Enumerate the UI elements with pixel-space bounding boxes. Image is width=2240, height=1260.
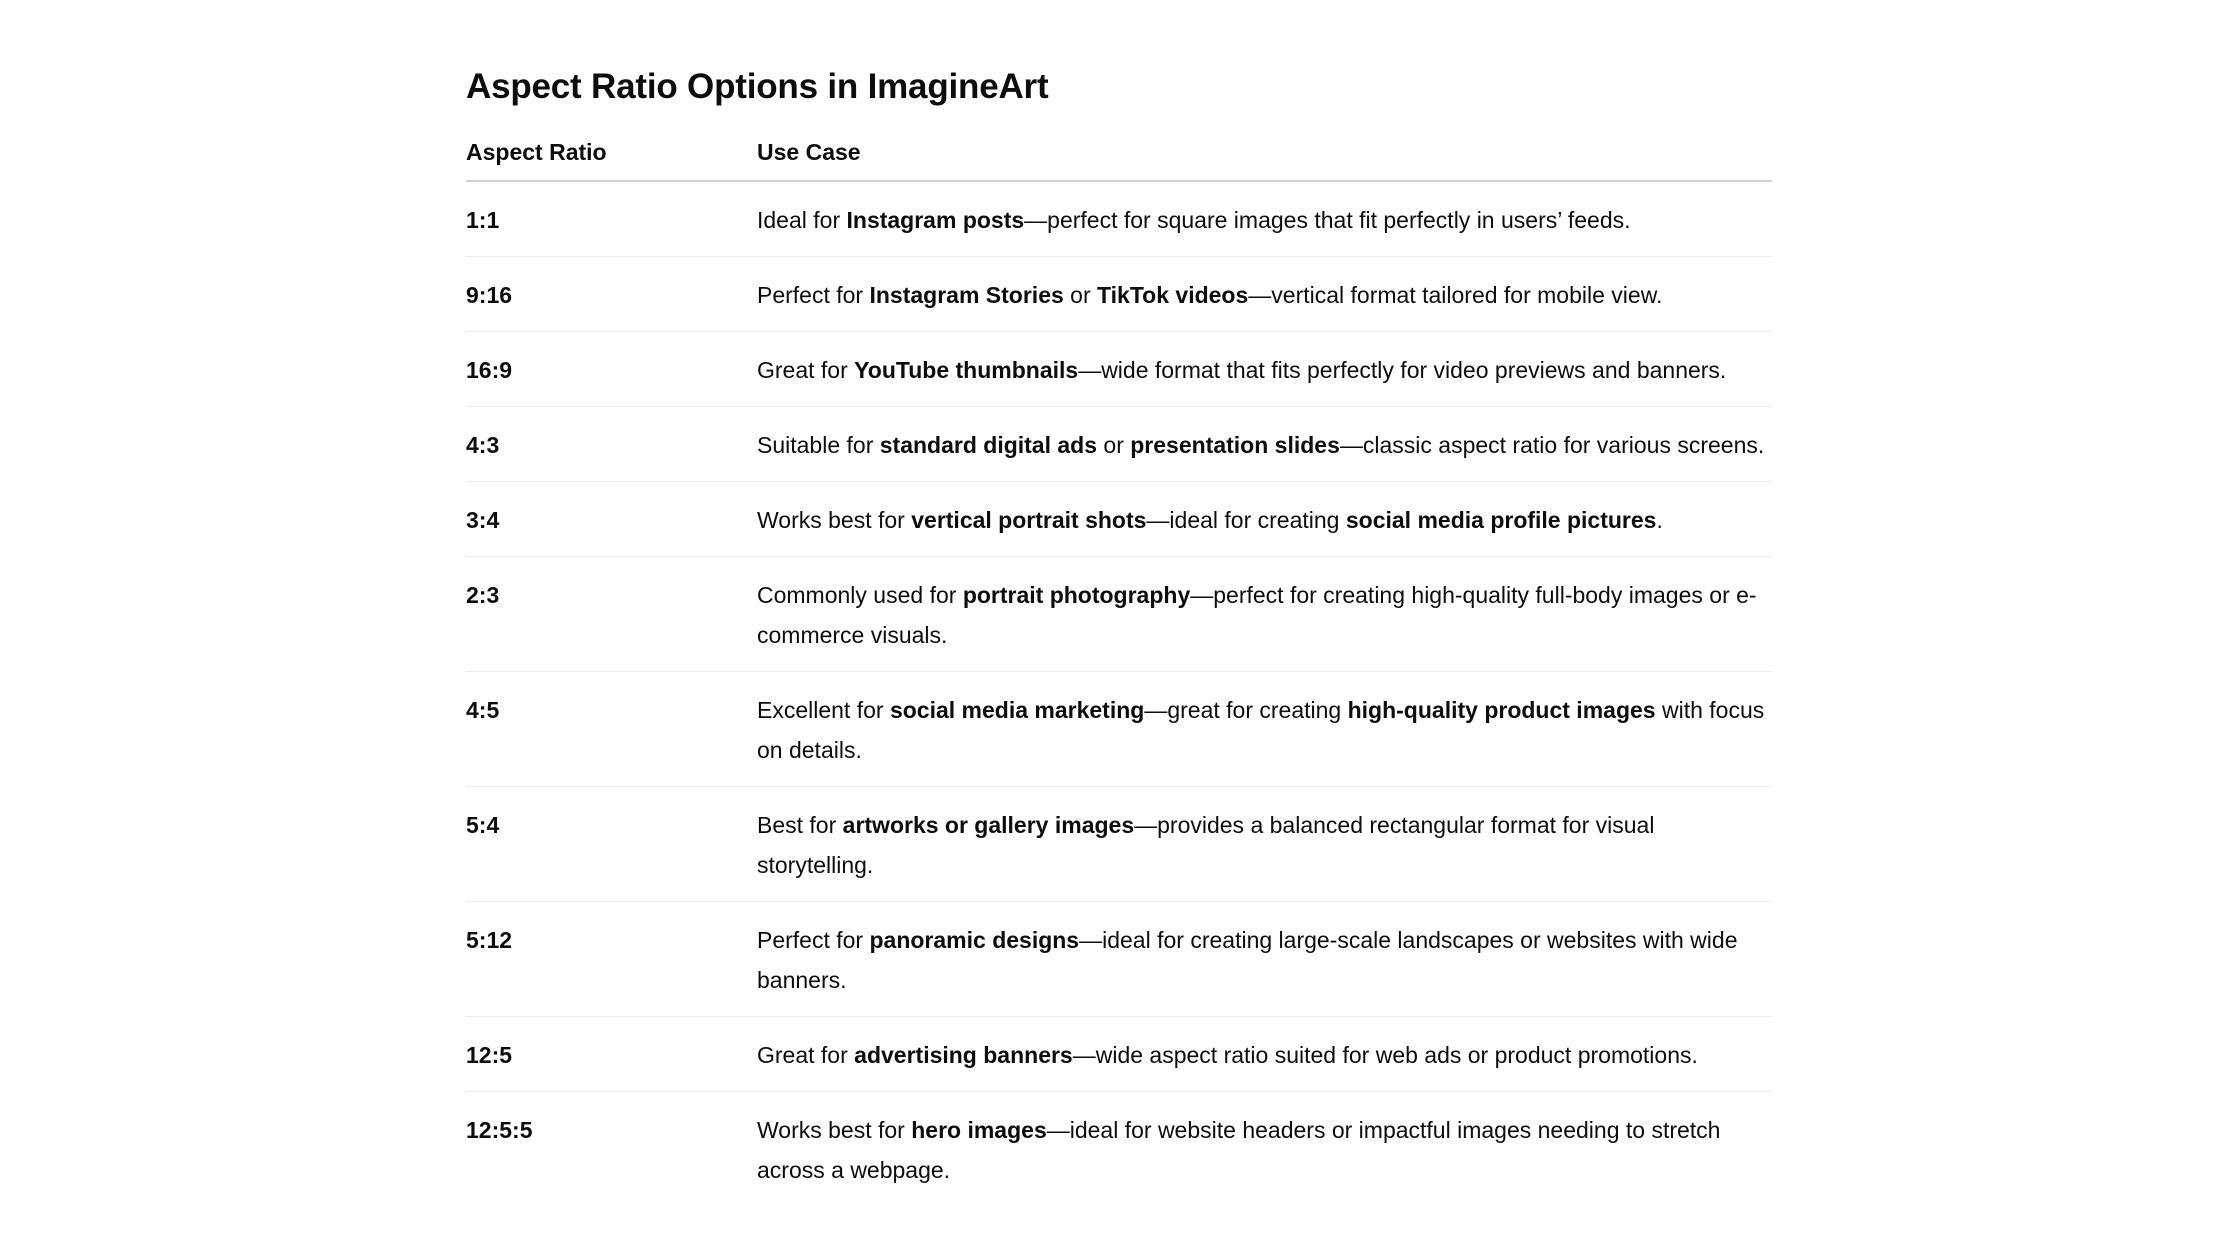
aspect-ratio-cell: 5:12 [466,902,757,1017]
use-case-text: Suitable for [757,432,880,458]
use-case-highlight: standard digital ads [879,432,1098,458]
header-aspect-ratio: Aspect Ratio [466,128,757,181]
use-case-text: Excellent for [757,697,890,723]
use-case-text: Works best for [757,507,912,533]
table-header [466,128,1772,181]
table-row [466,257,1772,332]
table-body [466,181,1772,1206]
aspect-ratio-cell: 9:16 [466,257,757,332]
use-case-text: —great for creating [1144,697,1348,723]
use-case-text: —classic aspect ratio for various screens. [1339,432,1765,458]
use-case-text: with focus on details. [757,697,1765,763]
table-row [466,787,1772,902]
use-case-cell [757,257,1772,332]
aspect-ratio-table [466,128,1772,1206]
use-case-text: —ideal for creating large-scale landscapes or websites with wide banners. [757,927,1738,993]
use-case-highlight: social media profile pictures [1345,507,1657,533]
use-case-highlight: social media marketing [889,697,1145,723]
use-case-highlight: artworks or gallery images [842,812,1135,838]
use-case-highlight: presentation slides [1130,432,1340,458]
use-case-highlight: hero images [911,1117,1047,1143]
use-case-text: or [1097,432,1131,458]
use-case-text: —ideal for website headers or impactful images needing to stretch across a webpage. [757,1117,1721,1183]
use-case-text: —provides a balanced rectangular format for visual storytelling. [757,812,1655,878]
table-header-row [466,128,1772,181]
aspect-ratio-cell: 5:4 [466,787,757,902]
use-case-text: —perfect for creating high-quality full-body images or e-commerce visuals. [757,582,1757,648]
use-case-text: Perfect for [757,282,870,308]
page-title: Aspect Ratio Options in ImagineArt [466,67,1049,106]
header-use-case: Use Case [757,128,1772,181]
table-row [466,181,1772,257]
use-case-highlight: panoramic designs [869,927,1080,953]
use-case-highlight: portrait photography [962,582,1191,608]
aspect-ratio-cell: 16:9 [466,332,757,407]
use-case-text: —vertical format tailored for mobile view. [1248,282,1663,308]
use-case-text: Perfect for [757,927,870,953]
use-case-text: Best for [757,812,843,838]
use-case-text: —wide format that fits perfectly for video previews and banners. [1078,357,1727,383]
use-case-text: or [1063,282,1098,308]
use-case-cell [757,407,1772,482]
use-case-cell [757,1017,1772,1092]
use-case-cell [757,1092,1772,1207]
table-row [466,407,1772,482]
use-case-cell [757,482,1772,557]
use-case-text: . [1656,507,1663,533]
aspect-ratio-cell: 2:3 [466,557,757,672]
aspect-ratio-cell: 4:3 [466,407,757,482]
aspect-ratio-cell: 1:1 [466,181,757,257]
article-section [466,60,1772,1206]
use-case-cell [757,902,1772,1017]
use-case-highlight: Instagram posts [846,207,1025,233]
use-case-highlight: TikTok videos [1097,282,1249,308]
use-case-text: —ideal for creating [1146,507,1346,533]
use-case-highlight: Instagram Stories [869,282,1064,308]
use-case-cell [757,332,1772,407]
use-case-cell [757,787,1772,902]
table-row [466,902,1772,1017]
use-case-highlight: vertical portrait shots [911,507,1147,533]
table-row [466,332,1772,407]
use-case-text: Commonly used for [757,582,963,608]
use-case-highlight: YouTube thumbnails [854,357,1079,383]
use-case-text: —wide aspect ratio suited for web ads or product promotions. [1072,1042,1698,1068]
table-row [466,557,1772,672]
use-case-text: Great for [757,1042,855,1068]
use-case-highlight: high-quality product images [1347,697,1656,723]
table-row [466,672,1772,787]
use-case-highlight: advertising banners [854,1042,1073,1068]
aspect-ratio-cell: 4:5 [466,672,757,787]
use-case-cell [757,181,1772,257]
table-row [466,1017,1772,1092]
table-row [466,1092,1772,1207]
aspect-ratio-cell: 12:5:5 [466,1117,533,1143]
use-case-text: Ideal for [757,207,847,233]
use-case-cell [757,557,1772,672]
aspect-ratio-cell: 12:5 [466,1017,757,1092]
use-case-text: Works best for [757,1117,912,1143]
aspect-ratio-cell: 3:4 [466,482,757,557]
use-case-cell [757,672,1772,787]
use-case-text: Great for [757,357,855,383]
use-case-text: —perfect for square images that fit perfectly in users’ feeds. [1024,207,1631,233]
table-row [466,482,1772,557]
